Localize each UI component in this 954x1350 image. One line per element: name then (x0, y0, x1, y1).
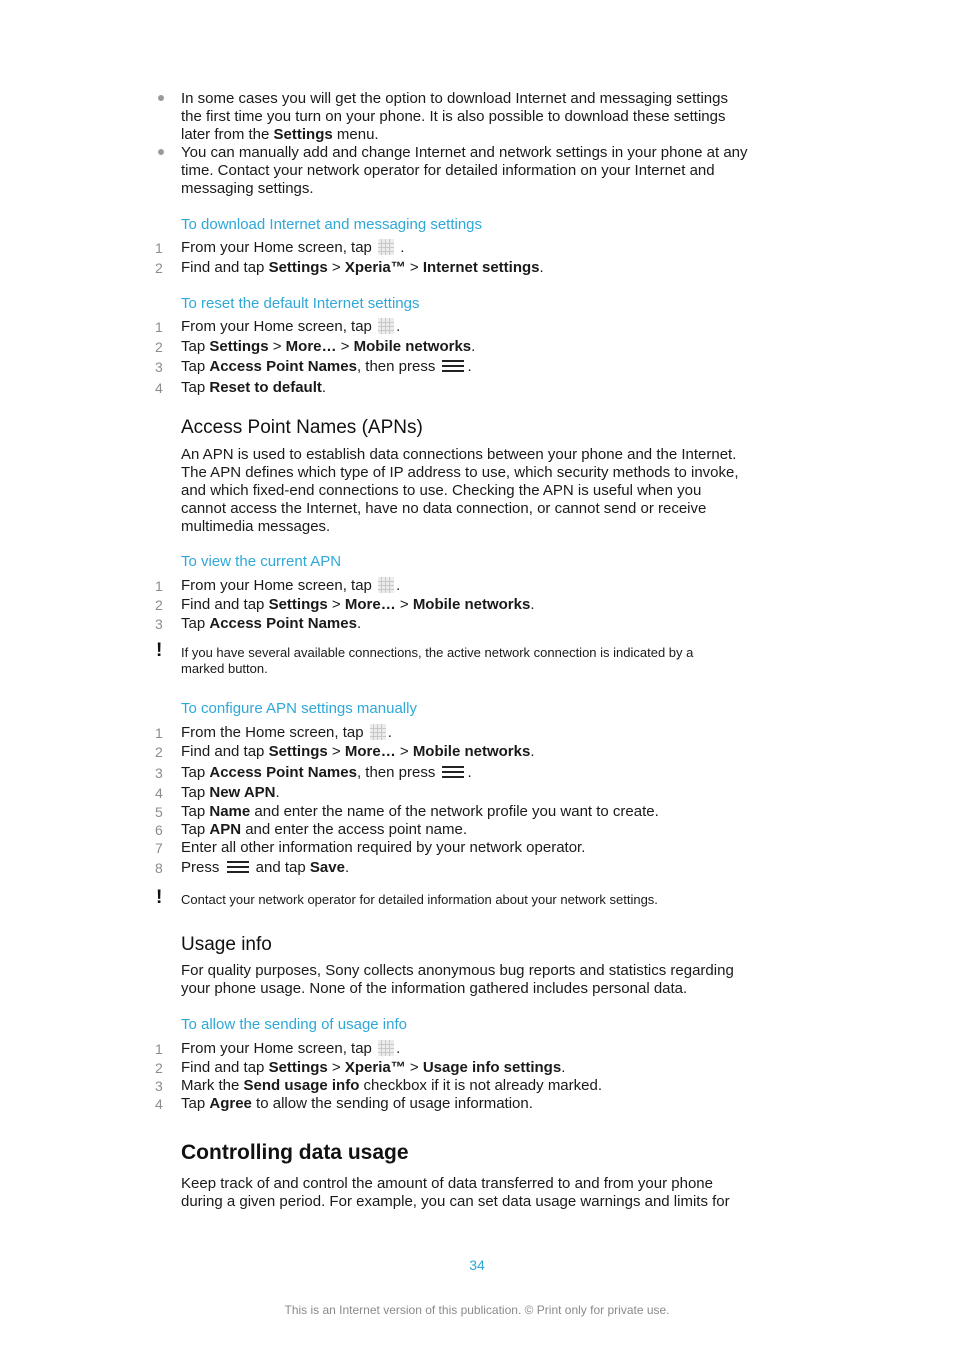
menu-icon (442, 358, 464, 374)
text-line: You can manually add and change Internet and network settings in your phone at any (181, 144, 748, 161)
ui-term: Mobile networks (412, 743, 531, 760)
ui-term: Access Point Names (209, 358, 357, 375)
footer-notice: This is an Internet version of this publication. © Print only for private use. (284, 1303, 670, 1317)
ui-term: More… (285, 338, 337, 355)
text-line: For quality purposes, Sony collects anonymous bug reports and statistics regarding (181, 962, 734, 979)
step-text: Press and tap Save. (181, 859, 350, 876)
step-number: 1 (155, 725, 163, 741)
step-number: 7 (155, 840, 163, 856)
ui-term: More… (344, 743, 396, 760)
procedure-heading: To allow the sending of usage info (181, 1016, 407, 1033)
ui-term: Access Point Names (209, 764, 357, 781)
apps-grid-icon (370, 724, 386, 740)
apps-grid-icon (378, 239, 394, 255)
ui-term: Xperia™ (344, 1059, 406, 1076)
text-line: during a given period. For example, you can set data usage warnings and limits for (181, 1193, 730, 1210)
ui-term: Save (309, 859, 345, 876)
menu-icon (442, 764, 464, 780)
apps-grid-icon (378, 318, 394, 334)
step-number: 3 (155, 359, 163, 375)
note-icon: ! (156, 887, 163, 908)
step-text: Find and tap Settings > Xperia™ > Usage info settings. (181, 1059, 566, 1076)
ui-term: Mobile networks (412, 596, 531, 613)
step-number: 5 (155, 804, 163, 820)
step-text: Tap Agree to allow the sending of usage information. (181, 1095, 533, 1112)
step-text: Tap Settings > More… > Mobile networks. (181, 338, 476, 355)
step-number: 2 (155, 597, 163, 613)
text-line: The APN defines which type of IP address to use, which security methods to invoke, (181, 464, 739, 481)
ui-term: Send usage info (243, 1077, 360, 1094)
step-number: 3 (155, 765, 163, 781)
apps-grid-icon (378, 1040, 394, 1056)
ui-term: Settings (273, 126, 333, 143)
ui-term: Access Point Names (209, 615, 357, 632)
step-number: 1 (155, 1041, 163, 1057)
ui-term: More… (344, 596, 396, 613)
ui-term: Xperia™ (344, 259, 406, 276)
text-line: later from the Settings menu. (181, 126, 379, 143)
ui-term: Settings (268, 743, 328, 760)
step-text: From your Home screen, tap . (181, 318, 401, 335)
step-number: 2 (155, 744, 163, 760)
procedure-heading: To configure APN settings manually (181, 700, 417, 717)
bullet-item (181, 90, 801, 144)
ui-term: Settings (268, 1059, 328, 1076)
bullet-marker (158, 95, 164, 101)
step-number: 4 (155, 380, 163, 396)
section-paragraph (181, 962, 801, 998)
step-text: Find and tap Settings > More… > Mobile networks. (181, 596, 535, 613)
text-line: your phone usage. None of the information gathered includes personal data. (181, 980, 688, 997)
ui-term: Reset to default (209, 379, 322, 396)
text-line: multimedia messages. (181, 518, 331, 535)
step-number: 2 (155, 1060, 163, 1076)
step-number: 4 (155, 785, 163, 801)
step-text: Find and tap Settings > More… > Mobile networks. (181, 743, 535, 760)
apps-grid-icon (378, 577, 394, 593)
step-text: Find and tap Settings > Xperia™ > Internet settings. (181, 259, 544, 276)
text-line: Keep track of and control the amount of data transferred to and from your phone (181, 1175, 713, 1192)
text-line: Contact your network operator for detailed information about your network settings. (181, 892, 658, 907)
section-paragraph (181, 1175, 801, 1211)
step-text: From your Home screen, tap . (181, 1040, 401, 1057)
ui-term: Settings (268, 596, 328, 613)
step-number: 8 (155, 860, 163, 876)
bullet-item (181, 144, 801, 198)
ui-term: Settings (268, 259, 328, 276)
ui-term: New APN (209, 784, 276, 801)
text-line: If you have several available connections, the active network connection is indicated by a (181, 645, 694, 660)
bullet-marker (158, 149, 164, 155)
text-line: the first time you turn on your phone. It is also possible to download these settings (181, 108, 726, 125)
step-number: 1 (155, 578, 163, 594)
note-text (181, 645, 781, 677)
procedure-heading: To view the current APN (181, 553, 342, 570)
step-number: 2 (155, 339, 163, 355)
ui-term: Name (209, 803, 251, 820)
step-text: Tap APN and enter the access point name. (181, 821, 468, 838)
step-number: 3 (155, 616, 163, 632)
note-icon: ! (156, 640, 163, 661)
step-number: 3 (155, 1078, 163, 1094)
ui-term: Settings (209, 338, 269, 355)
section-paragraph (181, 446, 801, 536)
text-line: and which fixed-end connections to use. Checking the APN is useful when you (181, 482, 702, 499)
section-title: Access Point Names (APNs) (181, 417, 423, 438)
ui-term: Internet settings (422, 259, 540, 276)
step-number: 6 (155, 822, 163, 838)
step-number: 2 (155, 260, 163, 276)
step-text: Tap New APN. (181, 784, 280, 801)
step-number: 4 (155, 1096, 163, 1112)
text-line: cannot access the Internet, have no data connection, or cannot send or receive (181, 500, 707, 517)
text-line: marked button. (181, 661, 268, 676)
step-text: Tap Access Point Names, then press . (181, 358, 472, 375)
step-number: 1 (155, 319, 163, 335)
text-line: time. Contact your network operator for detailed information on your Internet and (181, 162, 715, 179)
step-text: Enter all other information required by your network operator. (181, 839, 586, 856)
step-text: Tap Name and enter the name of the network profile you want to create. (181, 803, 659, 820)
step-text: Tap Reset to default. (181, 379, 327, 396)
step-text: Tap Access Point Names. (181, 615, 362, 632)
step-text: From the Home screen, tap . (181, 724, 392, 741)
ui-term: Usage info settings (422, 1059, 562, 1076)
step-text: Mark the Send usage info checkbox if it is not already marked. (181, 1077, 602, 1094)
ui-term: Mobile networks (353, 338, 472, 355)
ui-term: Agree (209, 1095, 252, 1112)
step-number: 1 (155, 240, 163, 256)
text-line: messaging settings. (181, 180, 314, 197)
chapter-title: Controlling data usage (181, 1141, 409, 1164)
ui-term: APN (209, 821, 242, 838)
section-title: Usage info (181, 934, 272, 955)
step-text: Tap Access Point Names, then press . (181, 764, 472, 781)
text-line: An APN is used to establish data connections between your phone and the Internet. (181, 446, 737, 463)
procedure-heading: To reset the default Internet settings (181, 295, 420, 312)
menu-icon (227, 859, 249, 875)
step-text: From your Home screen, tap . (181, 239, 405, 256)
page-number: 34 (469, 1257, 485, 1273)
step-text: From your Home screen, tap . (181, 577, 401, 594)
note-text (181, 892, 781, 908)
text-line: In some cases you will get the option to download Internet and messaging settings (181, 90, 728, 107)
procedure-heading: To download Internet and messaging settings (181, 216, 483, 233)
